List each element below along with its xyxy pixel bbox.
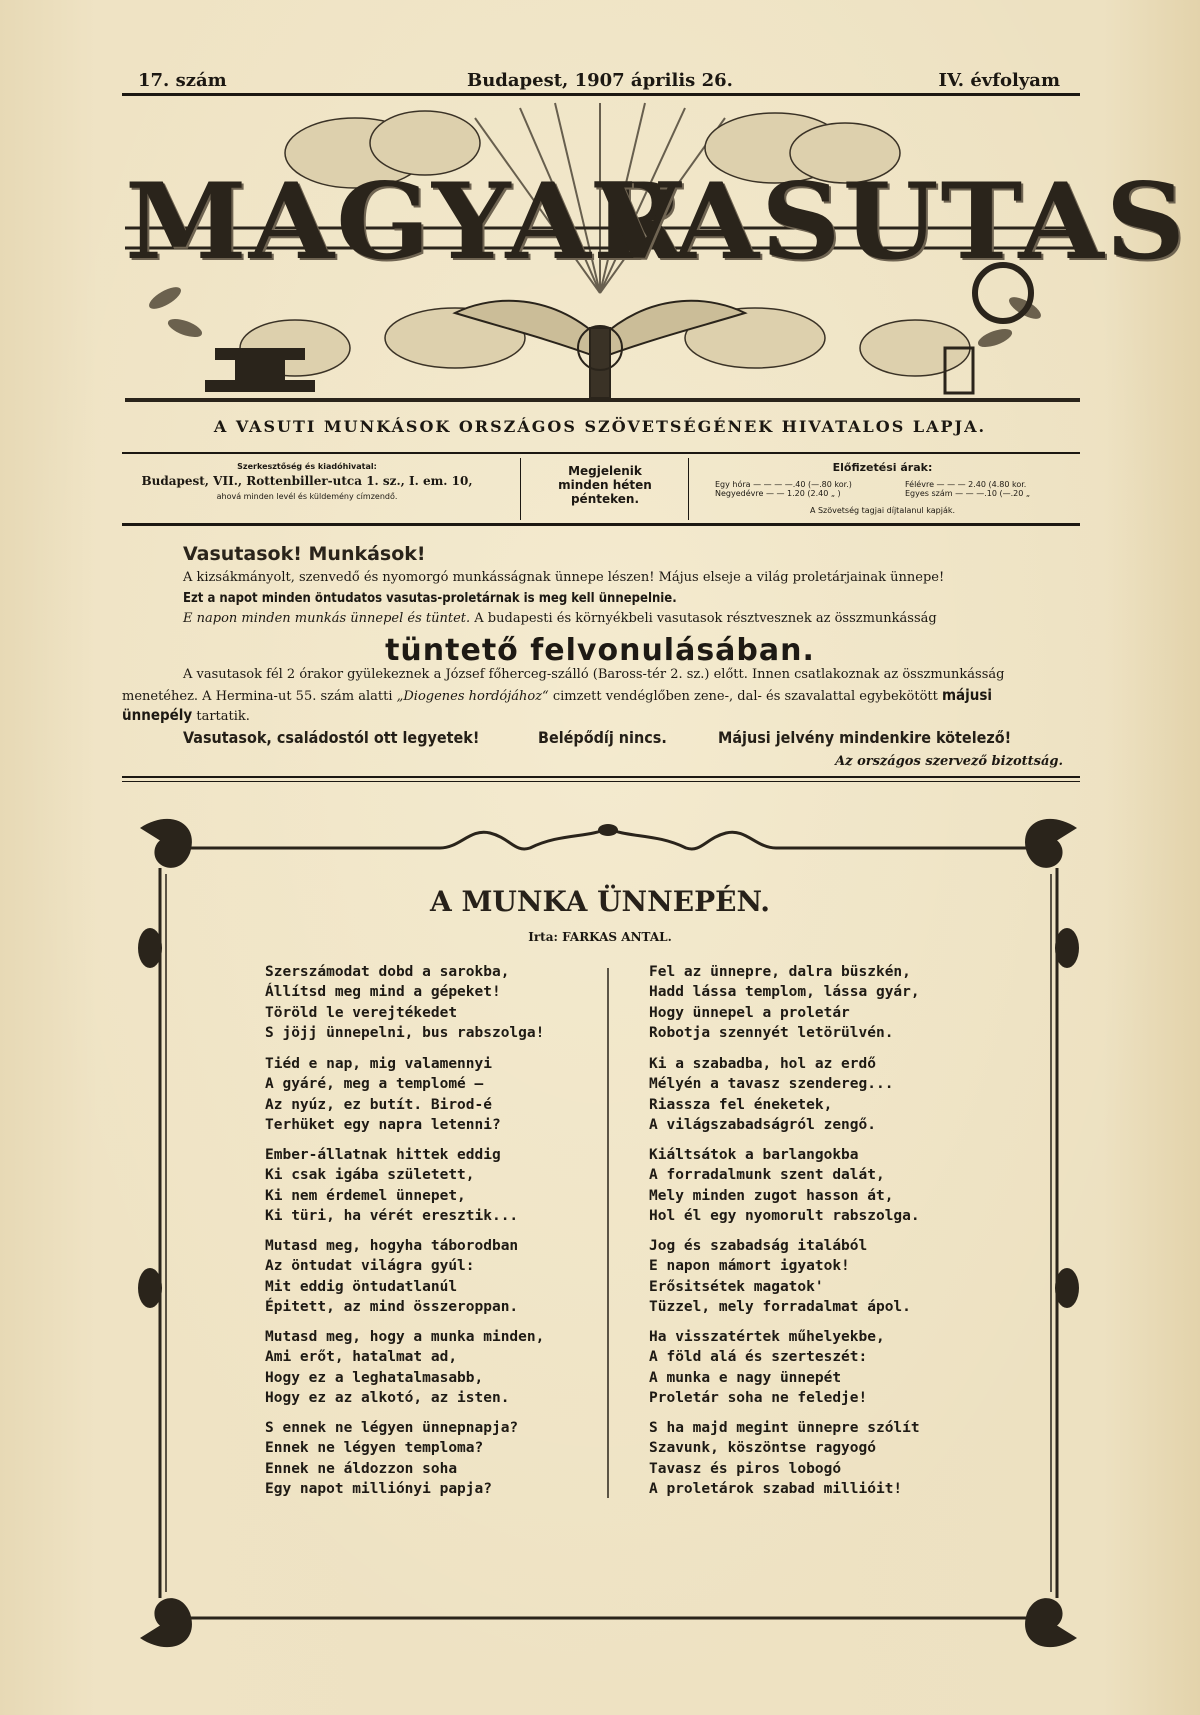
title-right-word: VASUTAS [595, 160, 1188, 283]
publication-frequency [525, 458, 685, 528]
slogan-3: Májusi jelvény mindenkire kötelező! [718, 728, 1012, 747]
prices-label: Előfizetési árak: [832, 461, 933, 474]
issue-date: Budapest, 1907 április 26. [467, 70, 733, 91]
poem-right-stanza-1: Fel az ünnepre, dalra büszkén, Hadd lássa templom, lássa gyár, Hogy ünnepel a proletár Robotja szennyét letörülvén. [649, 964, 920, 1042]
poem-left-stanza-6: S ennek ne légyen ünnepnapja? Ennek ne légyen temploma? Ennek ne áldozzon soha Egy napot milliónyi papja? [265, 1420, 519, 1498]
masthead [125, 100, 1188, 400]
announcement-rule-2 [122, 781, 1080, 782]
subscription-prices [690, 458, 1075, 528]
info-divider-1 [520, 458, 521, 520]
announcement-big-text: tüntető felvonulásában. [385, 633, 815, 668]
poem-author: Irta: FARKAS ANTAL. [528, 930, 672, 944]
announcement-line-5 [122, 686, 1082, 704]
poem-right-stanza-2: Ki a szabadba, hol az erdő Mélyén a tavasz szendereg... Riassza fel éneketek, A világszabadságról zengő. [649, 1056, 894, 1134]
price-list-left [715, 480, 895, 498]
line-5-italic: „Diogenes hordójához“ [396, 689, 549, 704]
prices-note: A Szövetség tagjai díjtalanul kapják. [809, 506, 956, 515]
poem-left-stanza-5: Mutasd meg, hogy a munka minden, Ami erőt, hatalmat ad, Hogy ez a leghatalmasabb, Hogy ez az alkotó, az isten. [265, 1329, 545, 1407]
price-single: Egyes szám — — —.10 (—.20 „ [905, 489, 1030, 498]
poem-right-stanza-5: Ha visszatértek műhelyekbe, A föld alá és szerteszét: A munka e nagy ünnepét Proletár soha ne feledje! [649, 1329, 885, 1407]
dateline-rule [122, 93, 1080, 96]
poem-title: A MUNKA ÜNNEPÉN. [429, 885, 771, 918]
announcement-line-1: A kizsákmányolt, szenvedő és nyomorgó munkásságnak ünnepe lészen! Május elseje a világ proletárjainak ünnepe! [183, 570, 945, 585]
frequency-line-2: minden héten [558, 478, 652, 492]
announcement-rule-1 [122, 776, 1080, 778]
line-5-part-b: cimzett vendéglőben zene-, dal- és szavalattal egybekötött [552, 689, 938, 704]
office-address: Budapest, VII., Rottenbiller-utca 1. sz., I. em. 10, [141, 474, 473, 488]
masthead-subtitle: A VASUTI MUNKÁSOK ORSZÁGOS SZÖVETSÉGÉNEK HIVATALOS LAPJA. [213, 417, 987, 436]
volume-number: IV. évfolyam [938, 70, 1060, 91]
info-bottom-rule [122, 523, 1080, 526]
dateline [122, 70, 1060, 94]
slogan-1: Vasutasok, családostól ott legyetek! [183, 728, 480, 747]
poem-right-stanza-6: S ha majd megint ünnepre szólít Szavunk, köszöntse ragyogó Tavasz és piros lobogó A proletárok szabad millióit! [649, 1420, 920, 1498]
announcement-line-3 [183, 611, 1063, 626]
office-label: Szerkesztőség és kiadóhivatal: [237, 462, 377, 471]
slogan-2: Belépődíj nincs. [538, 728, 667, 747]
title-left-word: MAGYAR [125, 160, 687, 283]
poem-left-stanza-2: Tiéd e nap, mig valamennyi A gyáré, meg a templomé — Az nyúz, ez butít. Birod-é Terhüket egy napra letenni? [265, 1056, 501, 1134]
poem-left-stanza-1: Szerszámodat dobd a sarokba, Állítsd meg mind a gépeket! Töröld le verejtékedet S jöjj ünnepelni, bus rabszolga! [265, 964, 545, 1042]
price-quarter: Negyedévre — — 1.20 (2.40 „ ) [715, 489, 841, 498]
frequency-line-3: pénteken. [570, 492, 640, 506]
price-list-right [905, 480, 1075, 498]
announcement-signature: Az országos szervező bizottság. [835, 754, 1063, 769]
poem-left-stanza-4: Mutasd meg, hogyha táborodban Az öntudat világra gyúl: Mit eddig öntudatlanúl Épitett, az mind összeroppan. [265, 1238, 519, 1316]
poem-right-stanza-3: Kiáltsátok a barlangokba A forradalmunk szent dalát, Mely minden zugot hasson át, Hol él egy nyomorult rabszolga. [649, 1147, 920, 1225]
announcement-line-2: Ezt a napot minden öntudatos vasutas-proletárnak is meg kell ünnepelnie. [183, 591, 677, 606]
frequency-line-1: Megjelenik [568, 464, 642, 478]
info-divider-2 [688, 458, 689, 520]
issue-number: 17. szám [138, 70, 227, 91]
office-note: ahová minden levél és küldemény címzendő. [216, 492, 398, 501]
line-5-bold: májusi [941, 686, 993, 704]
line-6-rest: tartatik. [196, 709, 250, 724]
editorial-office [122, 458, 492, 528]
line-5-part-a: menetéhez. A Hermina-ut 55. szám alatti [122, 689, 393, 704]
announcement-heading: Vasutasok! Munkások! [183, 543, 426, 565]
price-half-year: Félévre — — — 2.40 (4.80 kor. [905, 480, 1027, 489]
announcement-line-4: A vasutasok fél 2 órakor gyülekeznek a József főherceg-szálló (Baross-tér 2. sz.) előtt. Innen csatlakoznak az összmunkásság [183, 667, 1005, 682]
masthead-title [125, 160, 1188, 283]
announcement-line-3-rest: A budapesti és környékbeli vasutasok résztvesznek az összmunkásság [474, 611, 937, 626]
announcement-line-3-italic: E napon minden munkás ünnepel és tüntet. [183, 611, 471, 626]
line-6-bold: ünnepély [122, 706, 193, 724]
price-month: Egy hóra — — — —.40 (—.80 kor.) [715, 480, 852, 489]
poem-right-stanza-4: Jog és szabadság italából E napon mámort igyatok! Erősitsétek magatok' Tüzzel, mely forradalmat ápol. [649, 1238, 911, 1316]
announcement-line-6 [122, 706, 1002, 724]
info-top-rule [122, 452, 1080, 454]
poem-left-stanza-3: Ember-állatnak hittek eddig Ki csak igába született, Ki nem érdemel ünnepet, Ki türi, ha vérét eresztik... [265, 1147, 519, 1225]
